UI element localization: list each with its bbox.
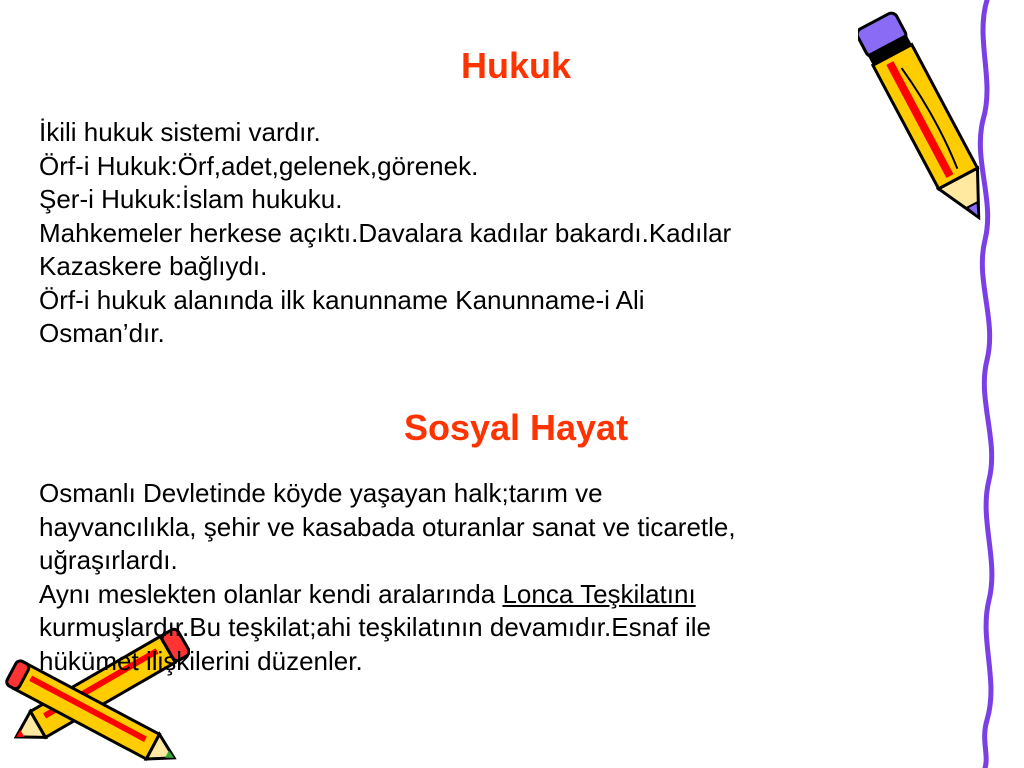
sosyal-line: hayvancılıkla, şehir ve kasabada oturanlar sanat ve ticaretle, bbox=[39, 511, 736, 542]
sosyal-line: kurmuşlardır.Bu teşkilat;ahi teşkilatının devamıdır.Esnaf ile bbox=[39, 612, 711, 642]
section-title-sosyal-hayat: Sosyal Hayat bbox=[403, 407, 629, 448]
sosyal-line bbox=[39, 578, 979, 612]
sosyal-line-text: Aynı meslekten olanlar kendi aralarında bbox=[39, 578, 503, 609]
hukuk-line: Örf-i hukuk alanında ilk kanunname Kanunname-i Ali bbox=[39, 284, 645, 315]
hukuk-line: Şer-i Hukuk:İslam hukuku. bbox=[39, 184, 343, 214]
hukuk-line: Osman’dır. bbox=[39, 318, 165, 348]
lonca-teskilati-link[interactable]: Lonca Teşkilatını bbox=[502, 578, 696, 609]
sosyal-line: hükümet ilişkilerini düzenler. bbox=[39, 645, 363, 676]
hukuk-paragraph bbox=[39, 116, 979, 351]
section-title-hukuk: Hukuk bbox=[460, 45, 572, 86]
hukuk-line: Mahkemeler herkese açıktı.Davalara kadılar bakardı.Kadılar bbox=[39, 217, 732, 248]
sosyal-line: uğraşırlardı. bbox=[39, 545, 178, 575]
hukuk-line: Kazaskere bağlıydı. bbox=[39, 251, 268, 281]
sosyal-line: Osmanlı Devletinde köyde yaşayan halk;tarım ve bbox=[39, 478, 603, 508]
sosyal-hayat-paragraph bbox=[39, 477, 979, 678]
hukuk-line: Örf-i Hukuk:Örf,adet,gelenek,görenek. bbox=[39, 150, 479, 181]
hukuk-line: İkili hukuk sistemi vardır. bbox=[39, 117, 321, 147]
